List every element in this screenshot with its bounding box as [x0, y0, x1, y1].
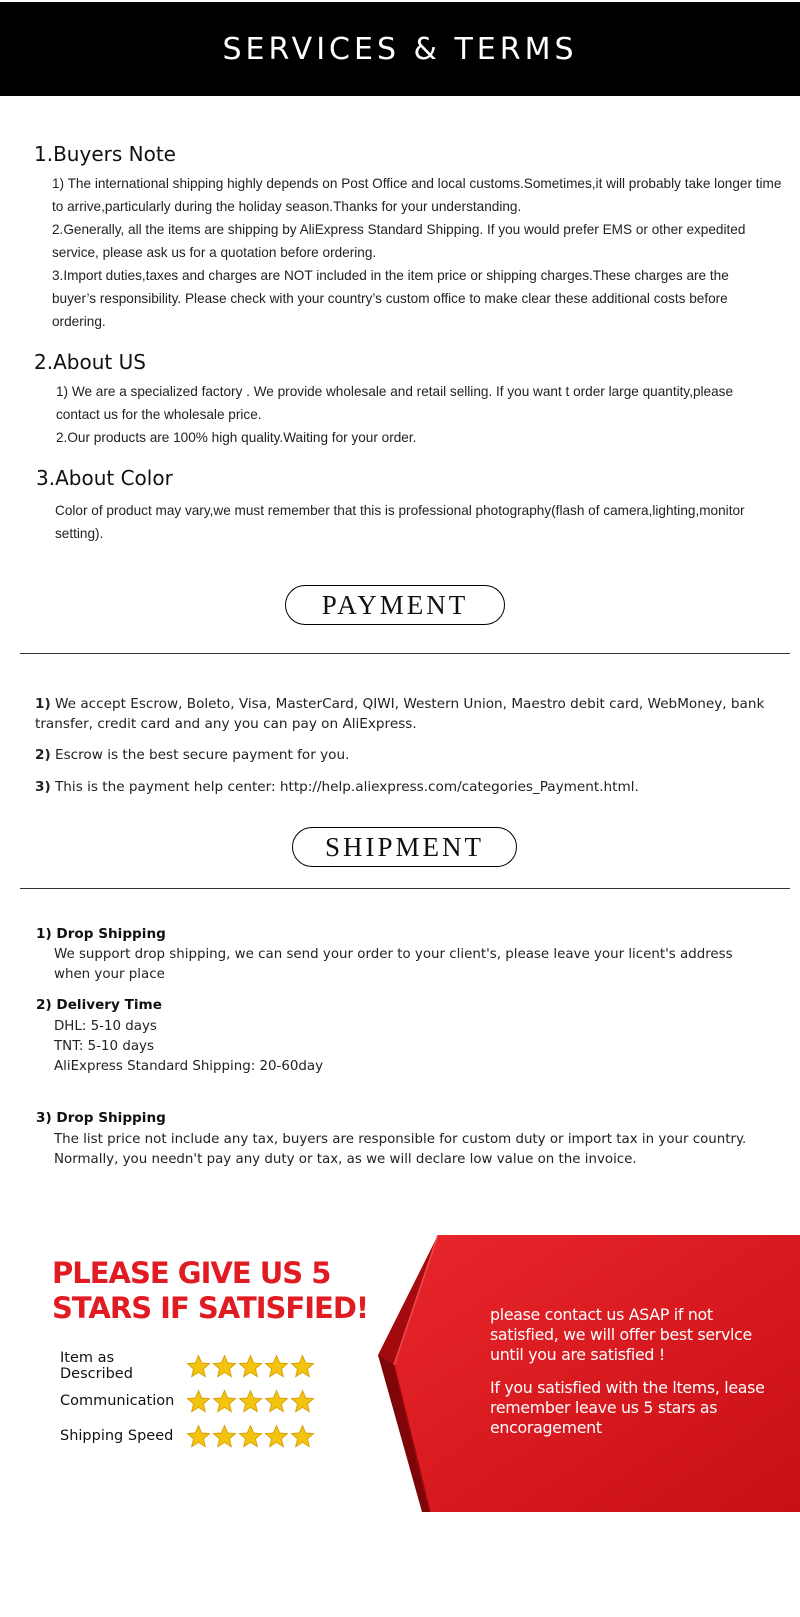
red-gift-box-image — [378, 1235, 800, 1512]
star-rating — [186, 1389, 315, 1414]
about-color-paragraph: Color of product may vary,we must remember that this is professional photography(flash of camera,lighting,monitor setting). — [55, 503, 745, 541]
drop-shipping-3-line-1: The list price not include any tax, buyers are responsible for custom duty or import tax in your country. — [54, 1132, 747, 1147]
section-title-buyers-note: 1.Buyers Note — [34, 142, 176, 166]
rating-row-item-as-described — [60, 1350, 315, 1382]
rating-label: Shipping Speed — [60, 1428, 174, 1444]
banner-headline-line-2: STARS IF SATISFIED! — [52, 1291, 369, 1325]
payment-item-1 — [35, 694, 775, 734]
section-title-about-us: 2.About US — [34, 350, 146, 374]
star-rating — [186, 1424, 315, 1449]
promo-text-contact — [490, 1305, 790, 1365]
promo-line: until you are satisfied ! — [490, 1345, 665, 1364]
star-icon — [212, 1354, 237, 1379]
star-icon — [186, 1424, 211, 1449]
drop-shipping-3-line-2: Normally, you needn't pay any duty or tax, as we will declare low value on the invoice. — [54, 1152, 637, 1167]
drop-shipping-3-heading: 3) Drop Shipping — [36, 1110, 166, 1126]
banner-headline-line-1: PLEASE GIVE US 5 — [52, 1256, 331, 1290]
feedback-banner — [0, 1235, 800, 1515]
drop-shipping-heading: 1) Drop Shipping — [36, 926, 166, 942]
payment-divider — [20, 653, 790, 654]
payment-item-number: 3) — [35, 779, 51, 795]
drop-shipping-line-2: when your place — [54, 967, 165, 982]
promo-text-feedback — [490, 1378, 790, 1438]
star-icon — [212, 1389, 237, 1414]
rating-label: Item as Described — [60, 1350, 133, 1382]
rating-label: Communication — [60, 1393, 175, 1409]
payment-item-3 — [35, 777, 775, 797]
payment-heading: PAYMENT — [285, 585, 505, 625]
star-icon — [186, 1389, 211, 1414]
payment-item-2 — [35, 745, 775, 765]
star-icon — [264, 1354, 289, 1379]
buyers-note-paragraph-1: 1) The international shipping highly depends on Post Office and local customs.Sometimes,it will probably take longer time to arrive,particularly during the holiday season.Thanks for your understanding. — [52, 176, 782, 214]
star-rating — [186, 1354, 315, 1379]
promo-line: satisfied, we will offer best servlce — [490, 1325, 752, 1344]
rating-row-communication — [60, 1388, 315, 1414]
shipment-divider — [20, 888, 790, 889]
delivery-aliexpress: AliExpress Standard Shipping: 20-60day — [54, 1059, 324, 1074]
star-icon — [212, 1424, 237, 1449]
shipment-heading: SHIPMENT — [292, 827, 517, 867]
drop-shipping-line-1: We support drop shipping, we can send your order to your client's, please leave your licent's address — [54, 947, 733, 962]
promo-line: please contact us ASAP if not — [490, 1305, 713, 1324]
payment-item-text: We accept Escrow, Boleto, Visa, MasterCard, QIWI, Western Union, Maestro debit card, WebMoney, bank transfer, credit card and any you can pay on AliExpress. — [35, 696, 765, 732]
about-us-paragraph-1: 1) We are a specialized factory . We provide wholesale and retail selling. If you want t order large quantity,please contact us for the wholesale price. — [56, 384, 734, 422]
star-icon — [264, 1389, 289, 1414]
page-title: SERVICES & TERMS — [222, 31, 578, 67]
page-header — [0, 2, 800, 96]
payment-item-number: 2) — [35, 747, 51, 763]
promo-line: If you satisfied with the ltems, lease — [490, 1378, 765, 1397]
star-icon — [290, 1389, 315, 1414]
star-icon — [238, 1354, 263, 1379]
delivery-tnt: TNT: 5-10 days — [54, 1039, 154, 1054]
delivery-dhl: DHL: 5-10 days — [54, 1019, 157, 1034]
buyers-note-paragraph-3: 3.Import duties,taxes and charges are NOT included in the item price or shipping charges.These charges are the buyer’s responsibility. Please check with your country’s custom office to make clear these additional costs before ordering. — [52, 268, 729, 329]
rating-row-shipping-speed — [60, 1423, 315, 1449]
about-us-paragraph-2: 2.Our products are 100% high quality.Waiting for your order. — [56, 430, 417, 445]
star-icon — [186, 1354, 211, 1379]
star-icon — [238, 1424, 263, 1449]
payment-item-number: 1) — [35, 696, 51, 712]
section-title-about-color: 3.About Color — [36, 466, 173, 490]
buyers-note-paragraph-2: 2.Generally, all the items are shipping by AliExpress Standard Shipping. If you would prefer EMS or other expedited service, please ask us for a quotation before ordering. — [52, 222, 746, 260]
payment-item-text: This is the payment help center: http://help.aliexpress.com/categories_Payment.html. — [55, 779, 639, 795]
star-icon — [290, 1354, 315, 1379]
promo-line: encoragement — [490, 1418, 602, 1437]
payment-item-text: Escrow is the best secure payment for you. — [55, 747, 350, 763]
star-icon — [238, 1389, 263, 1414]
promo-line: remember leave us 5 stars as — [490, 1398, 718, 1417]
delivery-time-heading: 2) Delivery Time — [36, 997, 162, 1013]
star-icon — [290, 1424, 315, 1449]
star-icon — [264, 1424, 289, 1449]
